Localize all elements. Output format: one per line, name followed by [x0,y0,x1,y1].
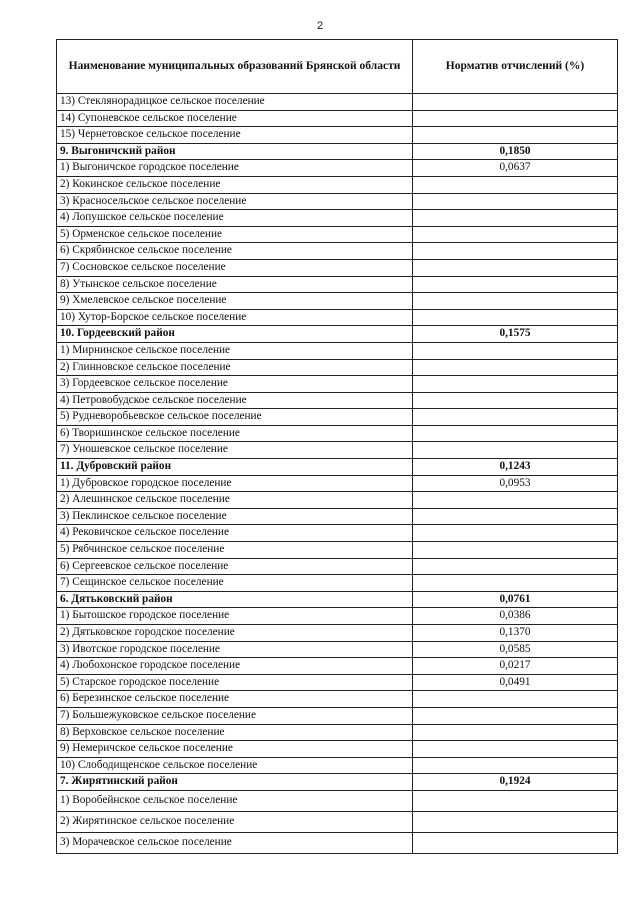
table-row [57,110,618,127]
municipality-name-cell: 9) Хмелевское сельское поселение [57,293,413,310]
table-row [57,309,618,326]
table-row [57,641,618,658]
page-number: 2 [316,20,324,32]
municipality-name-cell: 5) Рудневоробьевское сельское поселение [57,409,413,426]
norm-value-cell [413,409,618,426]
norm-value-cell [413,811,618,832]
norm-value-cell: 0,0491 [413,674,618,691]
municipality-name-cell: 1) Дубровское городское поселение [57,475,413,492]
municipality-name-cell: 1) Воробейнское сельское поселение [57,790,413,811]
norm-value-cell [413,210,618,227]
table-header-row [57,40,618,94]
municipality-name-cell: 15) Чернетовское сельское поселение [57,127,413,144]
norm-value-cell [413,442,618,459]
municipality-name-cell: 7) Уношевское сельское поселение [57,442,413,459]
municipality-name-cell: 5) Рябчинское сельское поселение [57,542,413,559]
norm-value-cell: 0,1850 [413,143,618,160]
norm-value-cell [413,293,618,310]
norm-value-cell: 0,0637 [413,160,618,177]
table-row [57,243,618,260]
norm-value-cell [413,94,618,111]
table-row [57,210,618,227]
municipality-name-cell: 10. Гордеевский район [57,326,413,343]
municipality-name-cell: 2) Жирятинское сельское поселение [57,811,413,832]
allocation-norms-table [56,39,618,854]
table-row [57,558,618,575]
municipality-name-cell: 14) Супоневское сельское поселение [57,110,413,127]
norm-value-cell [413,691,618,708]
table-row [57,425,618,442]
norm-value-cell [413,724,618,741]
norm-value-cell [413,425,618,442]
municipality-name-cell: 10) Слободищенское сельское поселение [57,757,413,774]
norm-value-cell: 0,0953 [413,475,618,492]
municipality-name-cell: 5) Старское городское поселение [57,674,413,691]
norm-value-cell [413,226,618,243]
norm-value-cell [413,542,618,559]
municipality-name-cell: 1) Бытошское городское поселение [57,608,413,625]
municipality-name-cell: 3) Красносельское сельское поселение [57,193,413,210]
table-row [57,724,618,741]
district-row [57,459,618,476]
municipality-name-cell: 7) Большежуковское сельское поселение [57,707,413,724]
table-row [57,293,618,310]
municipality-name-cell: 7) Сосновское сельское поселение [57,259,413,276]
norm-value-cell [413,376,618,393]
norm-value-cell [413,558,618,575]
district-row [57,326,618,343]
municipality-name-cell: 1) Выгоничское городское поселение [57,160,413,177]
norm-value-cell: 0,0585 [413,641,618,658]
norm-value-cell: 0,1575 [413,326,618,343]
table-row [57,811,618,832]
municipality-name-cell: 8) Верховское сельское поселение [57,724,413,741]
table-row [57,226,618,243]
table-row [57,832,618,853]
municipality-column-header: Наименование муниципальных образований Брянской области [57,40,413,94]
table-row [57,259,618,276]
norm-value-cell [413,176,618,193]
norm-value-cell [413,276,618,293]
table-row [57,442,618,459]
municipality-name-cell: 3) Морачевское сельское поселение [57,832,413,853]
norm-value-cell [413,492,618,509]
municipality-name-cell: 10) Хутор-Борское сельское поселение [57,309,413,326]
table-row [57,342,618,359]
norm-value-cell [413,575,618,592]
table-row [57,707,618,724]
municipality-name-cell: 2) Глинновское сельское поселение [57,359,413,376]
norm-value-cell: 0,1924 [413,774,618,791]
municipality-name-cell: 6) Творишинское сельское поселение [57,425,413,442]
norm-value-cell [413,193,618,210]
norm-value-cell [413,790,618,811]
table-row [57,790,618,811]
table-row [57,276,618,293]
table-row [57,409,618,426]
table-row [57,176,618,193]
table-row [57,392,618,409]
municipality-name-cell: 6) Скрябинское сельское поселение [57,243,413,260]
municipality-name-cell: 8) Утынское сельское поселение [57,276,413,293]
municipality-name-cell: 4) Петровобудское сельское поселение [57,392,413,409]
table-row [57,127,618,144]
municipality-name-cell: 6) Березинское сельское поселение [57,691,413,708]
table-row [57,608,618,625]
norm-column-header: Норматив отчислений (%) [413,40,618,94]
norm-value-cell [413,259,618,276]
table-row [57,160,618,177]
table-row [57,575,618,592]
table-row [57,625,618,642]
norm-value-cell [413,757,618,774]
norm-value-cell [413,309,618,326]
municipality-name-cell: 2) Алешинское сельское поселение [57,492,413,509]
municipality-name-cell: 4) Лопушское сельское поселение [57,210,413,227]
table-row [57,94,618,111]
table-row [57,359,618,376]
table-row [57,658,618,675]
municipality-name-cell: 4) Рековичское сельское поселение [57,525,413,542]
norm-value-cell [413,127,618,144]
norm-value-cell [413,110,618,127]
norm-value-cell [413,342,618,359]
norm-value-cell: 0,1243 [413,459,618,476]
table-row [57,674,618,691]
municipality-name-cell: 2) Дятьковское городское поселение [57,625,413,642]
municipality-name-cell: 6. Дятьковский район [57,591,413,608]
norm-value-cell: 0,1370 [413,625,618,642]
municipality-name-cell: 6) Сергеевское сельское поселение [57,558,413,575]
norm-value-cell: 0,0386 [413,608,618,625]
norm-value-cell [413,392,618,409]
municipality-name-cell: 3) Ивотское городское поселение [57,641,413,658]
table-row [57,492,618,509]
municipality-name-cell: 5) Орменское сельское поселение [57,226,413,243]
norm-value-cell [413,243,618,260]
norm-value-cell [413,359,618,376]
norm-value-cell [413,741,618,758]
municipality-name-cell: 1) Мирнинское сельское поселение [57,342,413,359]
table-row [57,376,618,393]
norm-value-cell: 0,0217 [413,658,618,675]
norm-value-cell: 0,0761 [413,591,618,608]
norm-value-cell [413,508,618,525]
district-row [57,774,618,791]
table-row [57,757,618,774]
municipality-name-cell: 9. Выгоничский район [57,143,413,160]
municipality-name-cell: 3) Гордеевское сельское поселение [57,376,413,393]
district-row [57,591,618,608]
district-row [57,143,618,160]
table-row [57,525,618,542]
norm-value-cell [413,832,618,853]
municipality-name-cell: 2) Кокинское сельское поселение [57,176,413,193]
municipality-name-cell: 7) Сещинское сельское поселение [57,575,413,592]
norm-value-cell [413,525,618,542]
table-row [57,475,618,492]
norm-value-cell [413,707,618,724]
municipality-name-cell: 13) Стеклянорадицкое сельское поселение [57,94,413,111]
municipality-name-cell: 11. Дубровский район [57,459,413,476]
table-row [57,193,618,210]
table-row [57,508,618,525]
municipality-name-cell: 3) Пеклинское сельское поселение [57,508,413,525]
table-row [57,542,618,559]
table-row [57,691,618,708]
municipality-name-cell: 7. Жирятинский район [57,774,413,791]
table-row [57,741,618,758]
municipality-name-cell: 9) Немеричское сельское поселение [57,741,413,758]
municipality-name-cell: 4) Любохонское городское поселение [57,658,413,675]
